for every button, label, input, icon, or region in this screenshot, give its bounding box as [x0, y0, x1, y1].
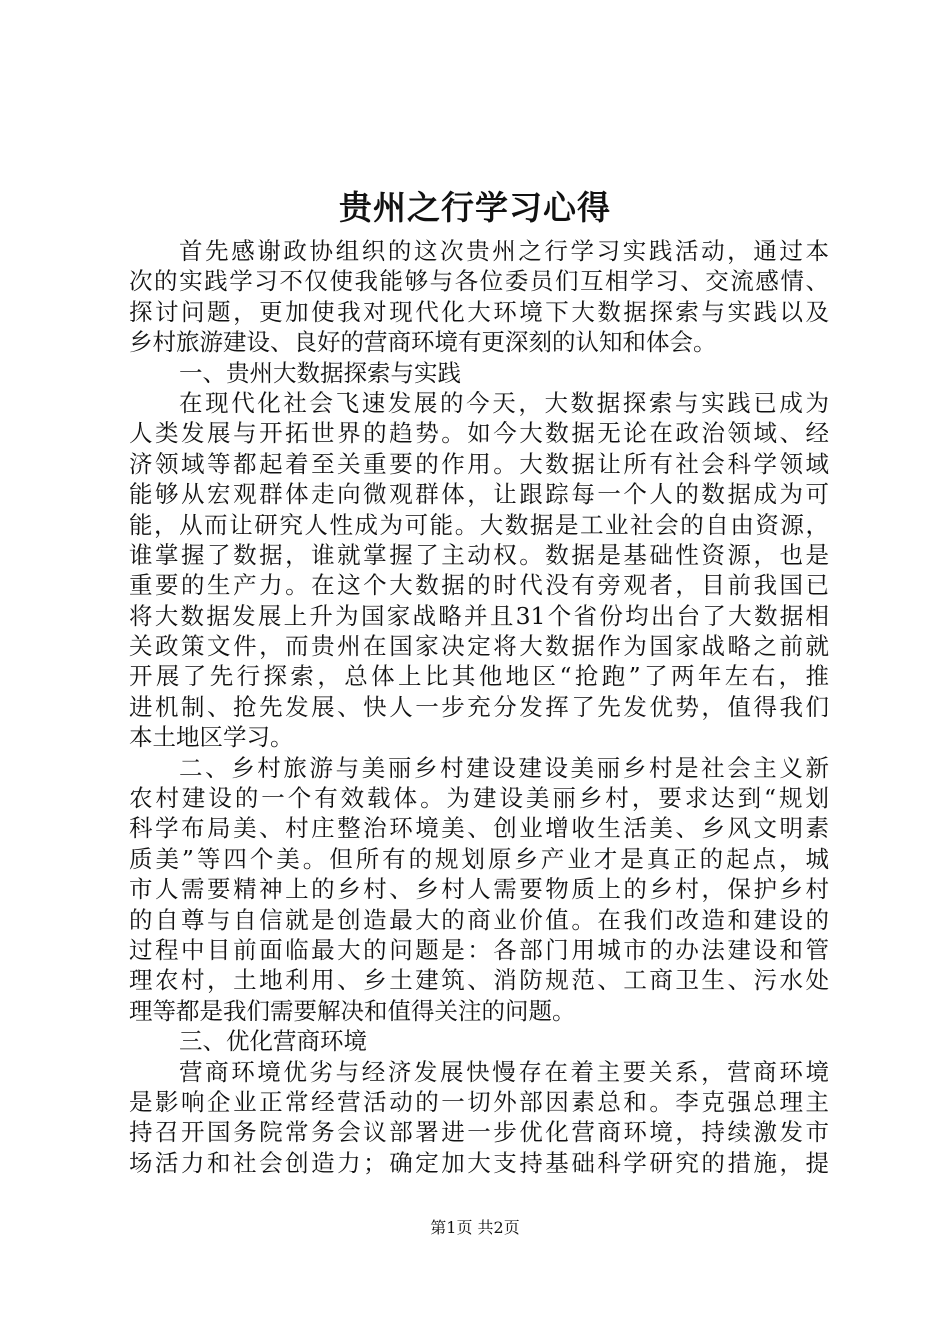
text-line: 持召开国务院常务会议部署进一步优化营商环境，持续激发市 [129, 1118, 829, 1147]
text-line: 质美”等四个美。但所有的规划原乡产业才是真正的起点，城 [129, 844, 829, 873]
text-line: 探讨问题，更加使我对现代化大环境下大数据探索与实践以及 [129, 297, 829, 326]
text-line: 人类发展与开拓世界的趋势。如今大数据无论在政治领域、经 [129, 419, 829, 448]
page-footer: 第1页 共2页 [430, 1218, 520, 1237]
text-line: 将大数据发展上升为国家战略并且31个省份均出台了大数据相 [129, 601, 829, 630]
document-body [129, 236, 829, 1178]
text-line: 进机制、抢先发展、快人一步充分发挥了先发优势，值得我们 [129, 692, 829, 721]
text-line: 乡村旅游建设、良好的营商环境有更深刻的认知和体会。 [129, 328, 717, 357]
text-line: 首先感谢政协组织的这次贵州之行学习实践活动，通过本 [179, 237, 829, 265]
text-line: 科学布局美、村庄整治环境美、创业增收生活美、乡风文明素 [129, 814, 829, 843]
text-line: 能，从而让研究人性成为可能。大数据是工业社会的自由资源， [129, 510, 829, 539]
text-line: 重要的生产力。在这个大数据的时代没有旁观者，目前我国已 [129, 571, 829, 600]
text-line: 关政策文件，而贵州在国家决定将大数据作为国家战略之前就 [129, 632, 829, 661]
text-line: 开展了先行探索，总体上比其他地区“抢跑”了两年左右，推 [129, 662, 829, 691]
text-line: 在现代化社会飞速发展的今天，大数据探索与实践已成为 [179, 388, 829, 417]
text-line: 次的实践学习不仅使我能够与各位委员们互相学习、交流感情、 [129, 267, 829, 296]
text-line: 三、优化营商环境 [179, 1027, 367, 1056]
text-line: 二、乡村旅游与美丽乡村建设建设美丽乡村是社会主义新 [179, 753, 829, 782]
text-line: 谁掌握了数据，谁就掌握了主动权。数据是基础性资源，也是 [129, 540, 829, 569]
text-line: 济领域等都起着至关重要的作用。大数据让所有社会科学领域 [129, 449, 829, 478]
text-line: 场活力和社会创造力；确定加大支持基础科学研究的措施，提 [129, 1148, 829, 1177]
text-line: 本土地区学习。 [129, 723, 294, 752]
text-line: 农村建设的一个有效载体。为建设美丽乡村，要求达到“规划 [129, 784, 829, 813]
text-line: 理等都是我们需要解决和值得关注的问题。 [129, 996, 576, 1025]
text-line: 的自尊与自信就是创造最大的商业价值。在我们改造和建设的 [129, 905, 829, 934]
text-line: 能够从宏观群体走向微观群体，让跟踪每一个人的数据成为可 [129, 480, 829, 509]
text-line: 理农村，土地利用、乡土建筑、消防规范、工商卫生、污水处 [129, 966, 829, 995]
document-title: 贵州之行学习心得 [339, 188, 611, 227]
text-line: 市人需要精神上的乡村、乡村人需要物质上的乡村，保护乡村 [129, 875, 829, 904]
text-line: 过程中目前面临最大的问题是：各部门用城市的办法建设和管 [129, 935, 829, 964]
text-line: 一、贵州大数据探索与实践 [179, 358, 461, 387]
text-line: 营商环境优劣与经济发展快慢存在着主要关系，营商环境 [179, 1057, 829, 1086]
text-line: 是影响企业正常经营活动的一切外部因素总和。李克强总理主 [129, 1087, 829, 1116]
